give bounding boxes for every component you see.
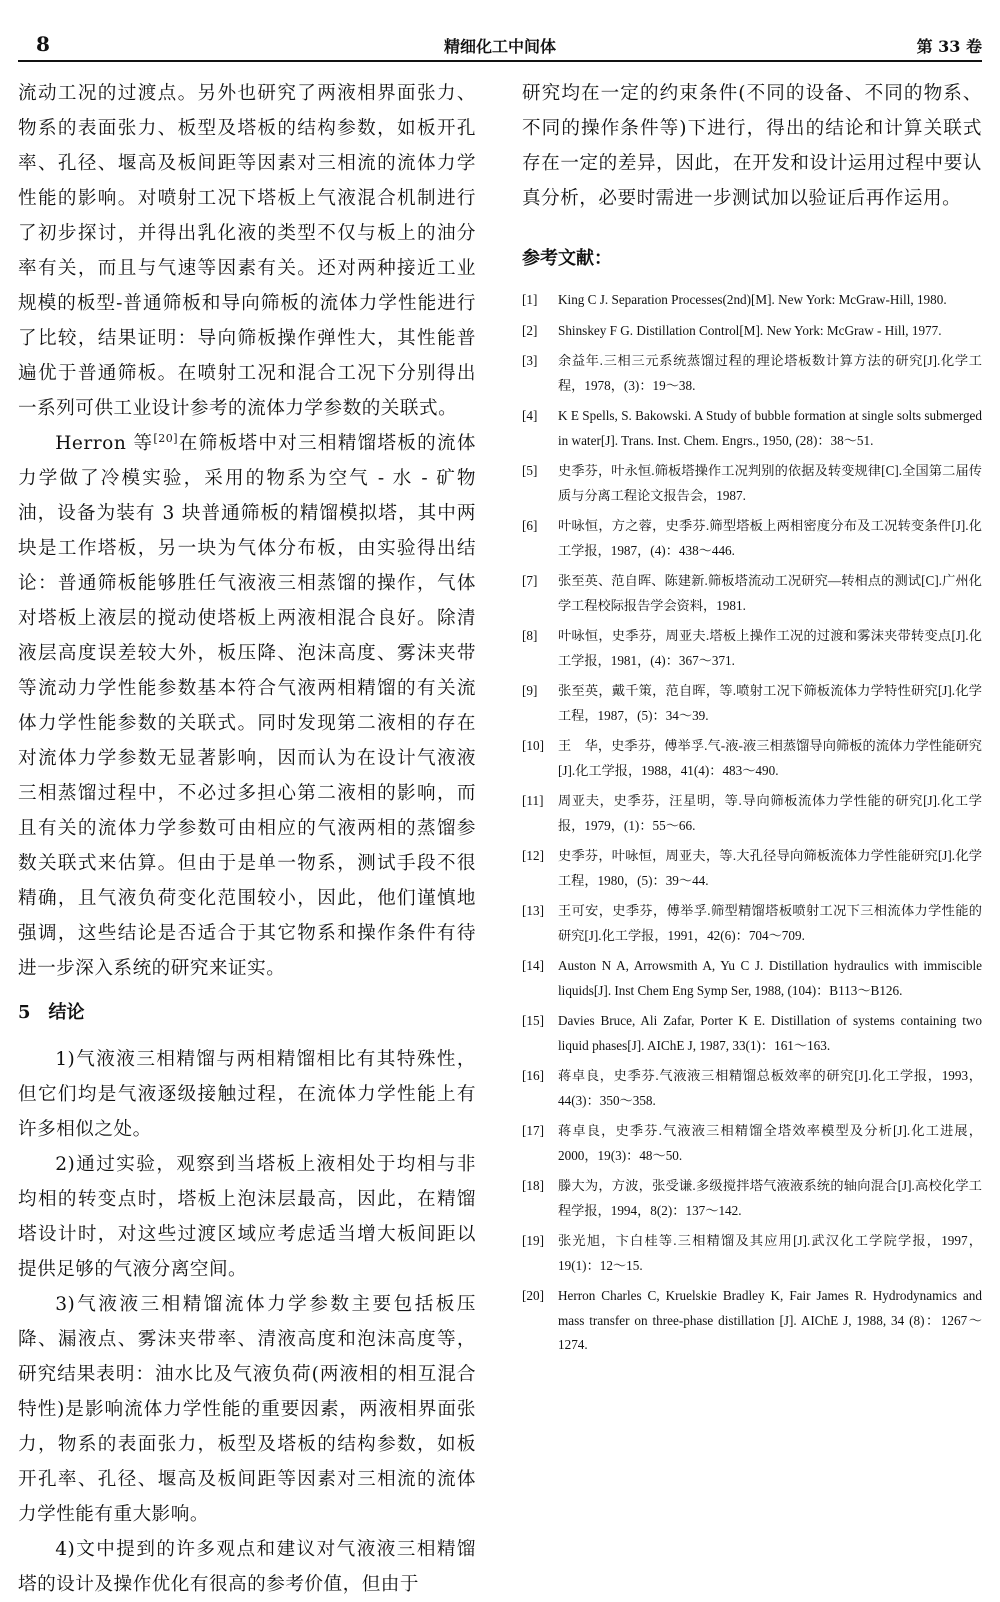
reference-number: [12] (522, 848, 544, 863)
reference-item (522, 624, 982, 673)
reference-item (522, 459, 982, 508)
reference-item (522, 1009, 982, 1058)
reference-item (522, 1229, 982, 1278)
reference-text: Auston N A, Arrowsmith A, Yu C J. Distillation hydraulics with immiscible liquids[J]. Inst Chem Eng Symp Ser, 1988, (104)：B113～B126. (558, 958, 982, 998)
header-rule (18, 60, 982, 62)
conclusion-3: 3)气液液三相精馏流体力学参数主要包括板压降、漏液点、雾沫夹带率、清液高度和泡沫高度等，研究结果表明：油水比及气液负荷(两液相的相互混合特性)是影响流体力学性能的重要因素，两液相界面张力，物系的表面张力，板型及塔板的结构参数，如板开孔率、孔径、堰高及板间距等因素对三相流的流体力学性能有重大影响。 (18, 1294, 476, 1525)
reference-number: [5] (522, 463, 538, 478)
reference-text: 张光旭，卞白桂等.三相精馏及其应用[J].武汉化工学院学报，1997，19(1)：12～15. (558, 1233, 982, 1273)
page-header (18, 28, 982, 58)
conclusion-2: 2)通过实验，观察到当塔板上液相处于均相与非均相的转变点时，塔板上泡沫层最高，因此，在精馏塔设计时，对这些过渡区域应考虑适当增大板间距以提供足够的气液分离空间。 (18, 1154, 476, 1280)
reference-number: [10] (522, 738, 544, 753)
reference-item (522, 1284, 982, 1358)
reference-item (522, 844, 982, 893)
reference-text: 史季芬，叶永恒.筛板塔操作工况判别的依据及转变规律[C].全国第二届传质与分离工程论文报告会，1987. (558, 463, 982, 503)
reference-text: Davies Bruce, Ali Zafar, Porter K E. Distillation of systems containing two liquid phases[J]. AIChE J, 1987, 33(1)：161～163. (558, 1013, 982, 1053)
page-number: 8 (36, 32, 50, 56)
paragraph-continued: 流动工况的过渡点。另外也研究了两液相界面张力、物系的表面张力、板型及塔板的结构参数，如板开孔率、孔径、堰高及板间距等因素对三相流的流体力学性能的影响。对喷射工况下塔板上气液混合机制进行了初步探讨，并得出乳化液的类型不仅与板上的油分率有关，而且与气速等因素有关。还对两种接近工业规模的板型-普通筛板和导向筛板的流体力学性能进行了比较，结果证明：导向筛板操作弹性大，其性能普遍优于普通筛板。在喷射工况和混合工况下分别得出一系列可供工业设计参考的流体力学参数的关联式。 (18, 83, 476, 419)
reference-number: [7] (522, 573, 538, 588)
reference-number: [14] (522, 958, 544, 973)
reference-number: [3] (522, 353, 538, 368)
reference-item (522, 319, 982, 344)
paragraph-herron-lead: Herron 等 (55, 433, 154, 454)
reference-item (522, 514, 982, 563)
reference-text: 余益年.三相三元系统蒸馏过程的理论塔板数计算方法的研究[J].化学工程，1978，(3)：19～38. (558, 353, 982, 393)
reference-text: 张至英、范自晖、陈建新.筛板塔流动工况研究—转相点的测试[C].广州化学工程校际报告学会资料，1981. (558, 573, 982, 613)
reference-item (522, 1119, 982, 1168)
section-title-conclusion: 5 结论 (18, 1002, 85, 1023)
left-column (18, 76, 476, 1602)
reference-item (522, 288, 982, 313)
reference-text: Herron Charles C, Kruelskie Bradley K, Fair James R. Hydrodynamics and mass transfer on three-phase distillation [J]. AIChE J, 1988, 34 (8)：1267～1274. (558, 1288, 982, 1352)
reference-number: [16] (522, 1068, 544, 1083)
reference-item (522, 349, 982, 398)
references-title: 参考文献： (522, 248, 612, 269)
reference-item (522, 1174, 982, 1223)
reference-item (522, 404, 982, 453)
reference-item (522, 569, 982, 618)
reference-text: 叶咏恒，史季芬，周亚夫.塔板上操作工况的过渡和雾沫夹带转变点[J].化工学报，1981，(4)：367～371. (558, 628, 982, 668)
reference-text: 周亚夫，史季芬，汪星明，等.导向筛板流体力学性能的研究[J].化工学报，1979，(1)：55～66. (558, 793, 982, 833)
reference-text: 蒋卓良，史季芬.气液液三相精馏总板效率的研究[J].化工学报，1993，44(3)：350～358. (558, 1068, 982, 1108)
reference-text: 张至英，戴千策，范自晖，等.喷射工况下筛板流体力学特性研究[J].化学工程，1987，(5)：34～39. (558, 683, 982, 723)
reference-item (522, 899, 982, 948)
reference-item (522, 1064, 982, 1113)
reference-number: [15] (522, 1013, 544, 1028)
conclusion-1: 1)气液液三相精馏与两相精馏相比有其特殊性，但它们均是气液逐级接触过程，在流体力学性能上有许多相似之处。 (18, 1049, 476, 1140)
citation-20: [20] (153, 431, 178, 445)
reference-number: [11] (522, 793, 544, 808)
reference-text: 王可安，史季芬，傅举孚.筛型精馏塔板喷射工况下三相流体力学性能的研究[J].化工学报，1991，42(6)：704～709. (558, 903, 982, 943)
reference-text: 叶咏恒，方之蓉，史季芬.筛型塔板上两相密度分布及工况转变条件[J].化工学报，1987，(4)：438～446. (558, 518, 982, 558)
reference-number: [1] (522, 292, 538, 307)
reference-text: 滕大为，方波，张受谦.多级搅拌塔气液液系统的轴向混合[J].高校化学工程学报，1994，8(2)：137～142. (558, 1178, 982, 1218)
reference-number: [18] (522, 1178, 544, 1193)
reference-text: 史季芬，叶咏恒，周亚夫，等.大孔径导向筛板流体力学性能研究[J].化学工程，1980，(5)：39～44. (558, 848, 982, 888)
paragraph-continued-right: 研究均在一定的约束条件(不同的设备、不同的物系、不同的操作条件等)下进行，得出的结论和计算关联式存在一定的差异，因此，在开发和设计运用过程中要认真分析，必要时需进一步测试加以验证后再作运用。 (522, 83, 982, 209)
reference-number: [4] (522, 408, 538, 423)
reference-item (522, 954, 982, 1003)
reference-text: King C J. Separation Processes(2nd)[M]. New York: McGraw-Hill, 1980. (558, 292, 947, 307)
reference-item (522, 679, 982, 728)
paragraph-herron (18, 426, 476, 986)
reference-number: [9] (522, 683, 538, 698)
reference-number: [20] (522, 1288, 544, 1303)
references-list (522, 288, 982, 1358)
reference-item (522, 789, 982, 838)
reference-number: [13] (522, 903, 544, 918)
reference-number: [2] (522, 322, 538, 338)
paragraph-herron-body: 在筛板塔中对三相精馏塔板的流体力学做了冷模实验，采用的物系为空气 - 水 - 矿物油，设备为装有 3 块普通筛板的精馏模拟塔，其中两块是工作塔板，另一块为气体分布板，由实验得出结论：普通筛板能够胜任气液液三相蒸馏的操作，气体对塔板上液层的搅动使塔板上两液相混合良好。除清液层高度误差较大外，板压降、泡沫高度、雾沫夹带等流动力学性能参数基本符合气液两相精馏的有关流体力学性能参数的关联式。同时发现第二液相的存在对流体力学参数无显著影响，因而认为在设计气液液三相蒸馏过程中，不必过多担心第二液相的影响，而且有关的流体力学参数可由相应的气液两相的蒸馏参数关联式来估算。但由于是单一物系，测试手段不很精确，且气液负荷变化范围较小，因此，他们谨慎地强调，这些结论是否适合于其它物系和操作条件有待进一步深入系统的研究来证实。 (18, 433, 476, 979)
right-column (522, 76, 982, 1364)
reference-number: [8] (522, 628, 538, 643)
volume-label: 第 33 卷 (916, 37, 982, 56)
journal-name: 精细化工中间体 (443, 37, 556, 56)
reference-number: [19] (522, 1233, 544, 1248)
reference-text: Shinskey F G. Distillation Control[M]. New York: McGraw - Hill, 1977. (558, 322, 942, 338)
conclusion-4: 4)文中提到的许多观点和建议对气液液三相精馏塔的设计及操作优化有很高的参考价值，但由于 (18, 1539, 476, 1595)
reference-item (522, 734, 982, 783)
reference-text: 王 华，史季芬，傅举孚.气-液-液三相蒸馏导向筛板的流体力学性能研究[J].化工学报，1988，41(4)：483～490. (558, 738, 982, 778)
reference-text: 蒋卓良，史季芬.气液液三相精馏全塔效率模型及分析[J].化工进展，2000，19(3)：48～50. (558, 1123, 982, 1163)
reference-text: K E Spells, S. Bakowski. A Study of bubble formation at single solts submerged in water[J]. Trans. Inst. Chem. Engrs., 1950, (28)：38～51. (558, 408, 982, 448)
reference-number: [6] (522, 518, 538, 533)
reference-number: [17] (522, 1123, 544, 1138)
